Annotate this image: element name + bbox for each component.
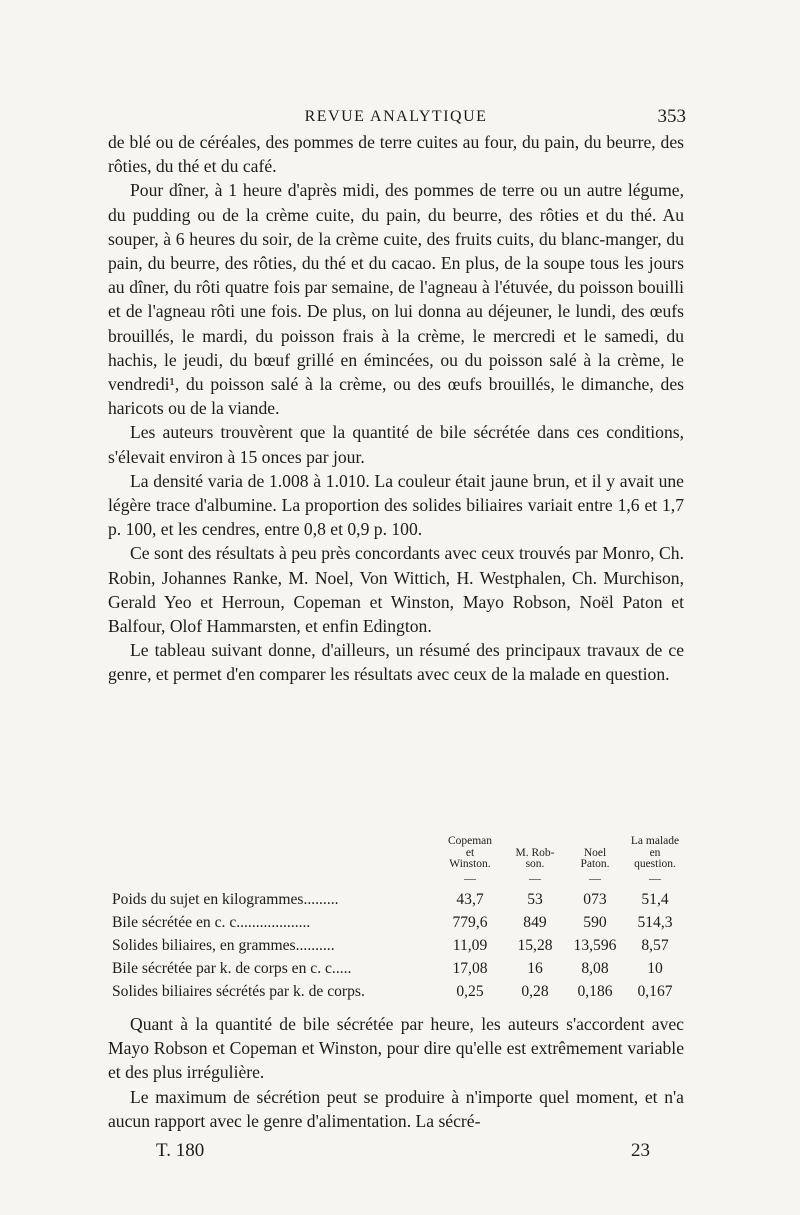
cell: 13,596 — [573, 937, 617, 954]
body-text-bottom — [108, 1012, 684, 1133]
cell: 43,7 — [456, 891, 484, 908]
cell: 0,167 — [637, 983, 673, 1000]
table-row — [112, 935, 684, 958]
column-header: La malade en question. — [630, 835, 680, 870]
cell: 53 — [527, 891, 543, 908]
cell: 17,08 — [452, 960, 488, 977]
column-header: Noel Paton. — [580, 846, 610, 870]
cell: 073 — [583, 891, 607, 908]
cell: 11,09 — [452, 937, 488, 954]
cell: 0,28 — [521, 983, 549, 1000]
cell: 16 — [527, 960, 543, 977]
table-row — [112, 981, 684, 1004]
sheet-number: 23 — [631, 1140, 650, 1161]
cell: 779,6 — [452, 914, 488, 931]
paragraph: Le maximum de sécrétion peut se produire à n'importe quel moment, et n'a aucun rapport avec le genre d'alimentation. La sécré- — [108, 1086, 684, 1131]
table-header-row — [112, 836, 684, 873]
running-header — [108, 106, 684, 132]
results-table — [112, 836, 684, 1004]
row-label: Bile sécrétée en c. c................... — [112, 914, 311, 931]
column-header: Copeman et Winston. — [447, 835, 493, 870]
paragraph: Les auteurs trouvèrent que la quantité de bile sécrétée dans ces conditions, s'élevait environ à 15 onces par jour. — [108, 422, 684, 467]
signature-mark: T. 180 — [156, 1140, 205, 1161]
body-text-top — [108, 130, 684, 687]
cell: 51,4 — [641, 891, 669, 908]
cell: 8,08 — [581, 960, 609, 977]
table-row — [112, 889, 684, 912]
paragraph: La densité varia de 1.008 à 1.010. La couleur était jaune brun, et il y avait une légère trace d'albumine. La proportion des solides biliaires variait entre 1,6 et 1,7 p. 100, et les cendres, entre 0,8 et 0,9 p. 100. — [108, 470, 684, 540]
header-title: REVUE ANALYTIQUE — [304, 108, 488, 125]
table-row — [112, 912, 684, 935]
cell: 8,57 — [641, 937, 669, 954]
cell: 0,186 — [577, 983, 613, 1000]
table-dash-row: — — — — — [464, 870, 661, 885]
paragraph: de blé ou de céréales, des pommes de terre cuites au four, du pain, du beurre, des rôties, du thé et du café. — [108, 132, 684, 177]
paragraph: Ce sont des résultats à peu près concordants avec ceux trouvés par Monro, Ch. Robin, Johannes Ranke, M. Noel, Von Wittich, H. Westphalen, Ch. Murchison, Gerald Yeo et Herroun, Copeman et Winston, Mayo Robson, Noël Paton et Balfour, Olof Hammarsten, et enfin Edington. — [108, 543, 684, 637]
cell: 0,25 — [456, 983, 484, 1000]
row-label: Poids du sujet en kilogrammes......... — [112, 891, 339, 908]
table-row — [112, 958, 684, 981]
row-label: Bile sécrétée par k. de corps en c. c..... — [112, 960, 352, 977]
paragraph: Pour dîner, à 1 heure d'après midi, des pommes de terre ou un autre légume, du pudding ou de la crème cuite, du pain, du beurre, des rôties et du thé. Au souper, à 6 heures du soir, de la crème cuite, des fruits cuits, du blanc-manger, du pain, du beurre, des rôties, du thé et du cacao. En plus, de la soupe tous les jours au dîner, du rôti quatre fois par semaine, de l'agneau à l'étuvée, du poisson bouilli et de l'agneau rôti une fois. De plus, on lui donna au déjeuner, le lundi, des œufs brouillés, le mardi, du poisson frais à la crème, le mercredi et le samedi, du hachis, le jeudi, du bœuf grillé en émincées, ou du poisson salé à la crème, le vendredi¹, du poisson salé à la crème, ou des œufs brouillés, le dimanche, des haricots ou de la viande. — [108, 180, 684, 419]
cell: 514,3 — [637, 914, 673, 931]
cell: 849 — [523, 914, 547, 931]
cell: 10 — [647, 960, 663, 977]
cell: 15,28 — [517, 937, 553, 954]
page-footer — [108, 1140, 684, 1166]
paragraph: Quant à la quantité de bile sécrétée par heure, les auteurs s'accordent avec Mayo Robson et Copeman et Winston, pour dire qu'elle est extrêmement variable et des plus irrégulière. — [108, 1014, 684, 1083]
page-number: 353 — [657, 106, 686, 127]
row-label: Solides biliaires, en grammes.......... — [112, 937, 335, 954]
column-header: M. Rob- son. — [515, 846, 555, 870]
cell: 590 — [583, 914, 607, 931]
paragraph: Le tableau suivant donne, d'ailleurs, un résumé des principaux travaux de ce genre, et permet d'en comparer les résultats avec ceux de la malade en question. — [108, 640, 684, 685]
row-label: Solides biliaires sécrétés par k. de corps. — [112, 983, 365, 1000]
